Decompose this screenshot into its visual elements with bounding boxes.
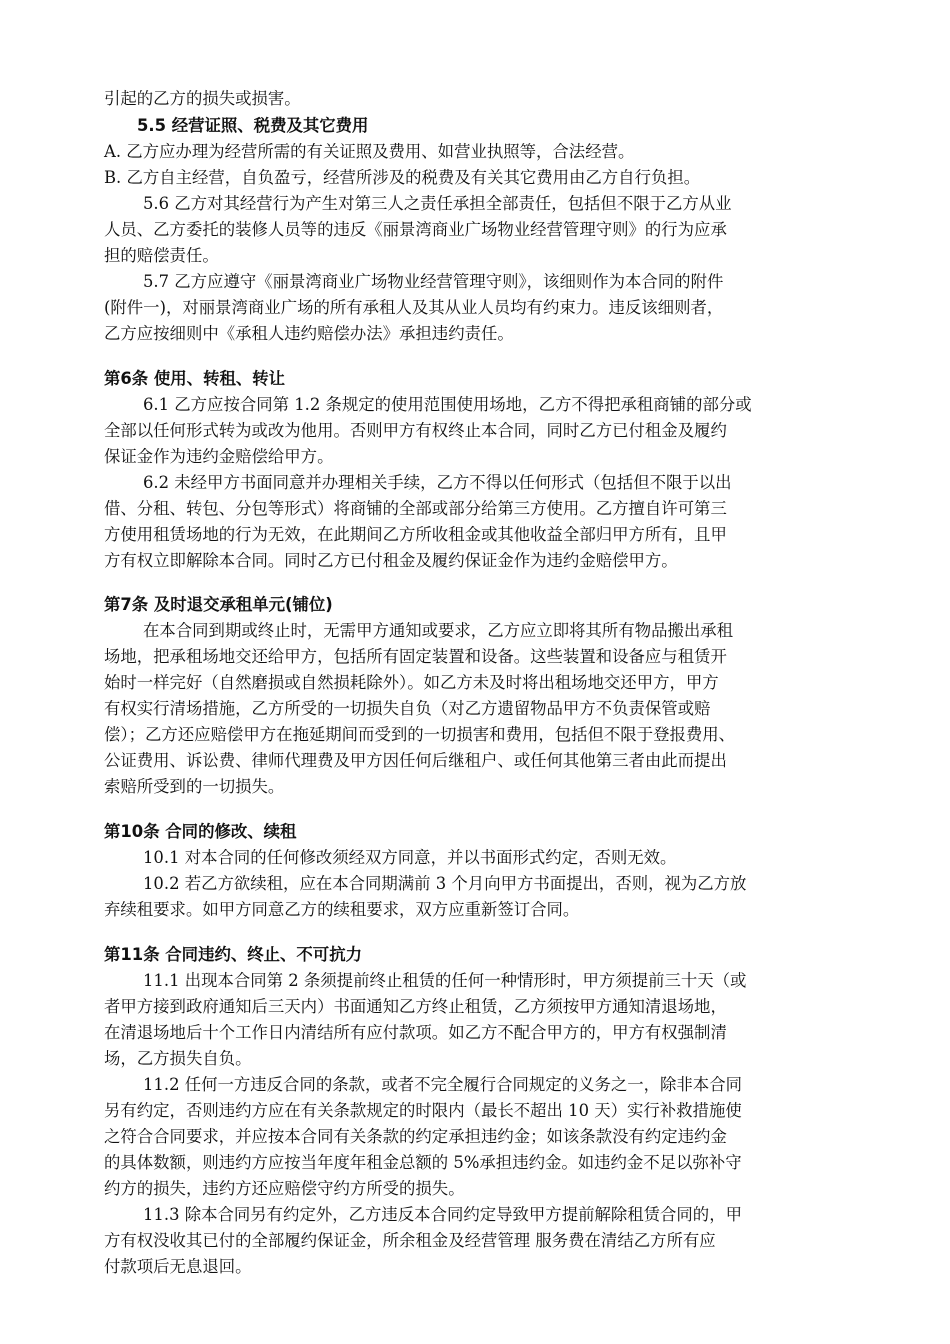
text-line: 公证费用、诉讼费、律师代理费及甲方因任何后继租户、或任何其他第三者由此而提出 — [104, 751, 727, 770]
text-line: 偿）；乙方还应赔偿甲方在拖延期间而受到的一切损害和费用，包括但不限于登报费用、 — [104, 725, 736, 744]
section-heading: 第7条 及时退交承租单元(铺位) — [104, 595, 333, 614]
text-line: 方有权没收其已付的全部履约保证金，所余租金及经营管理 服务费在清结乙方所有应 — [104, 1231, 716, 1250]
text-line: 场，乙方损失自负。 — [104, 1049, 252, 1068]
text-line: 担的赔偿责任。 — [104, 246, 219, 265]
text-line: (附件一)，对丽景湾商业广场的所有承租人及其从业人员均有约束力。违反该细则者， — [104, 298, 724, 317]
text-line: 始时一样完好（自然磨损或自然损耗除外）。如乙方未及时将出租场地交还甲方，甲方 — [104, 673, 719, 692]
text-line: 有权实行清场措施，乙方所受的一切损失自负（对乙方遗留物品甲方不负责保管或赔 — [104, 699, 711, 718]
text-line: 者甲方接到政府通知后三天内）书面通知乙方终止租赁，乙方须按甲方通知清退场地， — [104, 997, 727, 1016]
section-heading: 5.5 经营证照、税费及其它费用 — [137, 116, 369, 135]
text-line: B. 乙方自主经营，自负盈亏，经营所涉及的税费及有关其它费用由乙方自行负担。 — [104, 168, 701, 187]
text-line: 10.1 对本合同的任何修改须经双方同意，并以书面形式约定，否则无效。 — [143, 848, 677, 867]
text-line: 5.7 乙方应遵守《丽景湾商业广场物业经营管理守则》，该细则作为本合同的附件 — [143, 272, 724, 291]
text-line: 方有权立即解除本合同。同时乙方已付租金及履约保证金作为违约金赔偿甲方。 — [104, 551, 678, 570]
text-line: 借、分租、转包、分包等形式）将商铺的全部或部分给第三方使用。乙方擅自许可第三 — [104, 499, 727, 518]
text-line: 11.1 出现本合同第 2 条须提前终止租赁的任何一种情形时，甲方须提前三十天（或 — [143, 971, 747, 990]
text-line: 10.2 若乙方欲续租，应在本合同期满前 3 个月向甲方书面提出，否则，视为乙方放 — [143, 874, 747, 893]
text-line: 在清退场地后十个工作日内清结所有应付款项。如乙方不配合甲方的，甲方有权强制清 — [104, 1023, 727, 1042]
text-line: 6.2 未经甲方书面同意并办理相关手续，乙方不得以任何形式（包括但不限于以出 — [143, 473, 732, 492]
section-heading: 第10条 合同的修改、续租 — [104, 822, 297, 841]
text-line: 人员、乙方委托的装修人员等的违反《丽景湾商业广场物业经营管理守则》的行为应承 — [104, 220, 727, 239]
section-heading: 第6条 使用、转租、转让 — [104, 369, 286, 388]
text-line: 场地，把承租场地交还给甲方，包括所有固定装置和设备。这些装置和设备应与租赁开 — [104, 647, 727, 666]
text-line: 5.6 乙方对其经营行为产生对第三人之责任承担全部责任，包括但不限于乙方从业 — [143, 194, 732, 213]
text-line: 之符合合同要求，并应按本合同有关条款的约定承担违约金；如该条款没有约定违约金 — [104, 1127, 727, 1146]
text-line: 在本合同到期或终止时，无需甲方通知或要求，乙方应立即将其所有物品搬出承租 — [143, 621, 734, 640]
text-line: 保证金作为违约金赔偿给甲方。 — [104, 447, 334, 466]
text-line: 乙方应按细则中《承租人违约赔偿办法》承担违约责任。 — [104, 324, 514, 343]
text-line: 11.2 任何一方违反合同的条款，或者不完全履行合同规定的义务之一，除非本合同 — [143, 1075, 742, 1094]
text-line: 方使用租赁场地的行为无效，在此期间乙方所收租金或其他收益全部归甲方所有，且甲 — [104, 525, 727, 544]
text-line: 弃续租要求。如甲方同意乙方的续租要求，双方应重新签订合同。 — [104, 900, 580, 919]
text-line: 约方的损失，违约方还应赔偿守约方所受的损失。 — [104, 1179, 465, 1198]
section-heading: 第11条 合同违约、终止、不可抗力 — [104, 945, 362, 964]
text-line: A. 乙方应办理为经营所需的有关证照及费用、如营业执照等，合法经营。 — [104, 142, 635, 161]
text-line: 索赔所受到的一切损失。 — [104, 777, 285, 796]
text-line: 全部以任何形式转为或改为他用。否则甲方有权终止本合同，同时乙方已付租金及履约 — [104, 421, 727, 440]
text-line: 6.1 乙方应按合同第 1.2 条规定的使用范围使用场地，乙方不得把承租商铺的部分或 — [143, 395, 752, 414]
text-line: 引起的乙方的损失或损害。 — [104, 89, 301, 108]
text-line: 的具体数额，则违约方应按当年度年租金总额的 5%承担违约金。如违约金不足以弥补守 — [104, 1153, 742, 1172]
text-line: 付款项后无息退回。 — [104, 1257, 252, 1276]
text-line: 另有约定，否则违约方应在有关条款规定的时限内（最长不超出 10 天）实行补救措施使 — [104, 1101, 742, 1120]
text-line: 11.3 除本合同另有约定外，乙方违反本合同约定导致甲方提前解除租赁合同的，甲 — [143, 1205, 742, 1224]
